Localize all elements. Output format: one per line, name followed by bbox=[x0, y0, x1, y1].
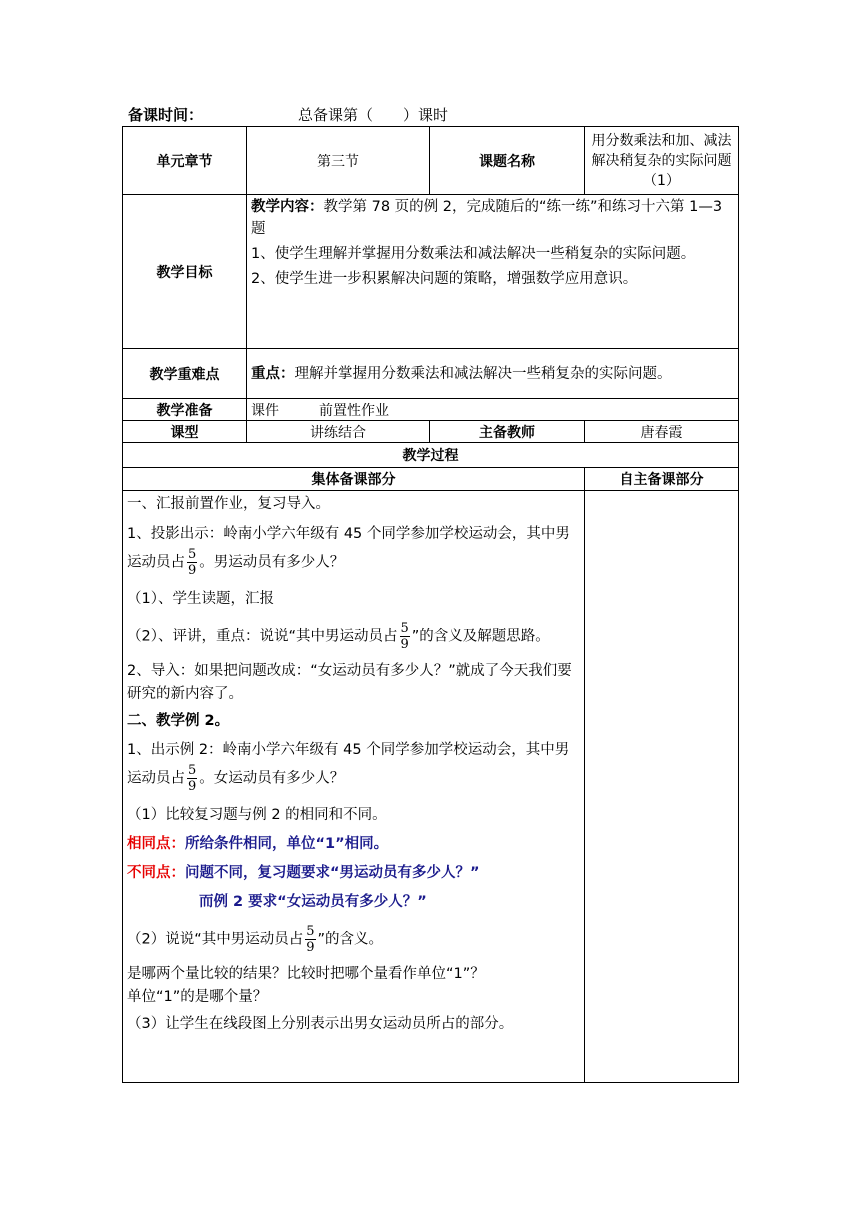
prep-row bbox=[123, 399, 739, 421]
goals-content bbox=[247, 195, 739, 349]
s2-p3: （2）说说“其中男运动员占 $\frac{5}{9}$ ”的含义。 bbox=[127, 924, 384, 955]
prep-content bbox=[247, 399, 739, 421]
s2-p2: （1）比较复习题与例 2 的相同和不同。 bbox=[127, 807, 387, 823]
s2-p5: 单位“1”的是哪个量？ bbox=[127, 989, 268, 1005]
s1-title: 一、汇报前置作业，复习导入。 bbox=[127, 496, 330, 512]
teacher-value: 唐春霞 bbox=[585, 421, 739, 443]
diff-line bbox=[127, 862, 580, 885]
process-label: 教学过程 bbox=[123, 443, 739, 468]
process-body-row bbox=[123, 491, 739, 1083]
teacher-label: 主备教师 bbox=[430, 421, 585, 443]
s2-p6: （3）让学生在线段图上分别表示出男女运动员所占的部分。 bbox=[127, 1016, 514, 1032]
s2-p1: 1、出示例 2：岭南小学六年级有 45 个同学参加学校运动会，其中男运动员占 $\frac{5}{9}$ 。女运动员有多少人？ bbox=[127, 742, 570, 794]
page-header bbox=[128, 104, 448, 125]
self-label: 自主备课部分 bbox=[585, 468, 739, 491]
s1-p3: （2）、评讲，重点：说说“其中男运动员占 $\frac{5}{9}$ ”的含义及解题思路。 bbox=[127, 621, 550, 652]
self-content bbox=[585, 491, 739, 1083]
fraction: $\frac{5}{9}$ bbox=[306, 924, 315, 955]
diff-label: 不同点： bbox=[127, 865, 185, 881]
topic-value: 用分数乘法和加、减法解决稍复杂的实际问题（1） bbox=[585, 127, 739, 195]
prep-item-1: 课件 bbox=[251, 402, 279, 419]
type-row bbox=[123, 421, 739, 443]
key-label: 教学重难点 bbox=[123, 349, 247, 399]
same-label: 相同点： bbox=[127, 836, 185, 852]
type-value: 讲练结合 bbox=[247, 421, 430, 443]
goals-content-bold: 教学内容： bbox=[251, 199, 324, 215]
type-label: 课型 bbox=[123, 421, 247, 443]
key-row bbox=[123, 349, 739, 399]
goal-1: 1、使学生理解并掌握用分数乘法和减法解决一些稍复杂的实际问题。 bbox=[251, 246, 696, 262]
goals-label: 教学目标 bbox=[123, 195, 247, 349]
collective-content bbox=[123, 491, 585, 1083]
fraction: $\frac{5}{9}$ bbox=[400, 621, 409, 652]
prep-item-2: 前置性作业 bbox=[319, 402, 389, 419]
unit-row bbox=[123, 127, 739, 195]
goal-2: 2、使学生进一步积累解决问题的策略，增强数学应用意识。 bbox=[251, 271, 638, 287]
s2-p4: 是哪两个量比较的结果？比较时把哪个量看作单位“1”？ bbox=[127, 966, 485, 982]
goals-content-text: 教学第 78 页的例 2，完成随后的“练一练”和练习十六第 1—3 题 bbox=[251, 199, 723, 237]
diff-text-1: 问题不同，复习题要求“男运动员有多少人？” bbox=[185, 865, 480, 881]
key-content bbox=[247, 349, 739, 399]
prep-time-label: 备课时间： bbox=[128, 106, 204, 124]
goals-row bbox=[123, 195, 739, 349]
unit-label: 单元章节 bbox=[123, 127, 247, 195]
fraction: $\frac{5}{9}$ bbox=[188, 763, 197, 794]
lesson-plan-table bbox=[122, 126, 739, 1083]
total-lesson-text: 总备课第（ ）课时 bbox=[298, 106, 449, 124]
collective-label: 集体备课部分 bbox=[123, 468, 585, 491]
prep-label: 教学准备 bbox=[123, 399, 247, 421]
key-bold: 重点： bbox=[251, 365, 295, 382]
unit-value: 第三节 bbox=[247, 127, 430, 195]
same-line bbox=[127, 833, 580, 856]
s1-p1: 1、投影出示：岭南小学六年级有 45 个同学参加学校运动会，其中男运动员占 $\frac{5}{9}$ 。男运动员有多少人？ bbox=[127, 526, 570, 578]
s1-p4: 2、导入：如果把问题改成：“女运动员有多少人？”就成了今天我们要研究的新内容了。 bbox=[127, 663, 572, 702]
key-text: 理解并掌握用分数乘法和减法解决一些稍复杂的实际问题。 bbox=[294, 365, 672, 382]
process-header-row bbox=[123, 443, 739, 468]
s2-title: 二、教学例 2。 bbox=[127, 713, 230, 729]
process-columns-row bbox=[123, 468, 739, 491]
diff-text-2: 而例 2 要求“女运动员有多少人？” bbox=[199, 894, 427, 910]
fraction: $\frac{5}{9}$ bbox=[188, 547, 197, 578]
topic-label: 课题名称 bbox=[430, 127, 585, 195]
same-text: 所给条件相同，单位“1”相同。 bbox=[185, 836, 389, 852]
s1-p2: （1）、学生读题，汇报 bbox=[127, 591, 274, 607]
